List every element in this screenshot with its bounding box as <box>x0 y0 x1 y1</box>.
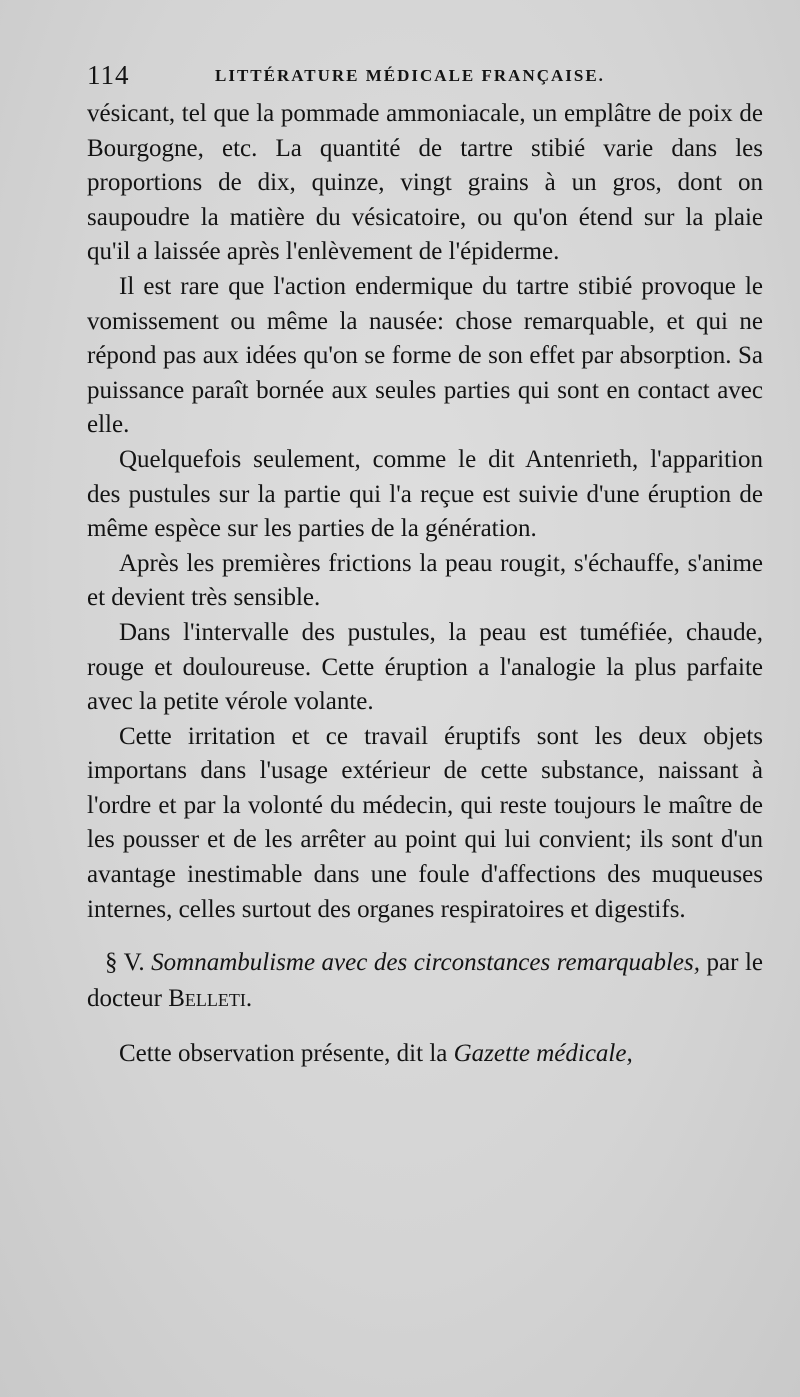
body-text <box>87 97 763 1072</box>
paragraph: Il est rare que l'action endermique du tartre stibié provoque le vomissement ou même la nausée: chose remarquable, et qui ne répond pas aux idées qu'on se forme de son effet par absorption. Sa puissance paraît bornée aux seules parties qui sont en contact avec elle. <box>87 272 763 439</box>
closing-text: Cette observation présente, dit la <box>119 1040 448 1068</box>
closing-source: Gazette médicale, <box>453 1040 633 1068</box>
page-number: 114 <box>87 60 130 90</box>
section-heading <box>87 945 763 1017</box>
section-title: Somnambulisme avec des circonstances remarquables, <box>151 949 701 977</box>
section-byline: par le docteur <box>87 949 764 1013</box>
paragraph: Après les premières frictions la peau rougit, s'échauffe, s'anime et devient très sensible. <box>87 549 763 612</box>
paragraph: Cette irritation et ce travail éruptifs sont les deux objets importans dans l'usage extérieur de cette substance, naissant à l'ordre et par la volonté du médecin, qui reste toujours le maître de les pousser et de les arrêter au point qui lui convient; ils sont d'un avantage inestimable dans une foule d'affections des muqueuses internes, celles surtout des organes respiratoires et digestifs. <box>87 722 763 923</box>
running-head-title: LITTÉRATURE MÉDICALE FRANÇAISE. <box>215 66 605 85</box>
paragraph: Quelquefois seulement, comme le dit Antenrieth, l'apparition des pustules sur la partie qui l'a reçue est suivie d'une éruption de même espèce sur les parties de la génération. <box>87 445 763 543</box>
section-symbol: § <box>105 949 118 977</box>
paragraph: Dans l'intervalle des pustules, la peau est tuméfiée, chaude, rouge et douloureuse. Cette éruption a l'analogie la plus parfaite avec la petite vérole volante. <box>87 618 763 716</box>
section-author: Belleti. <box>168 985 253 1013</box>
running-head <box>87 58 763 90</box>
closing-paragraph <box>87 1037 763 1072</box>
section-number: V. <box>123 949 145 977</box>
paragraph-continuation: vésicant, tel que la pommade ammoniacale, un emplâtre de poix de Bourgogne, etc. La quantité de tartre stibié varie dans les proportions de dix, quinze, vingt grains à un gros, dont on saupoudre la matière du vésicatoire, ou qu'on étend sur la plaie qu'il a laissée après l'enlèvement de l'épiderme. <box>87 100 763 266</box>
